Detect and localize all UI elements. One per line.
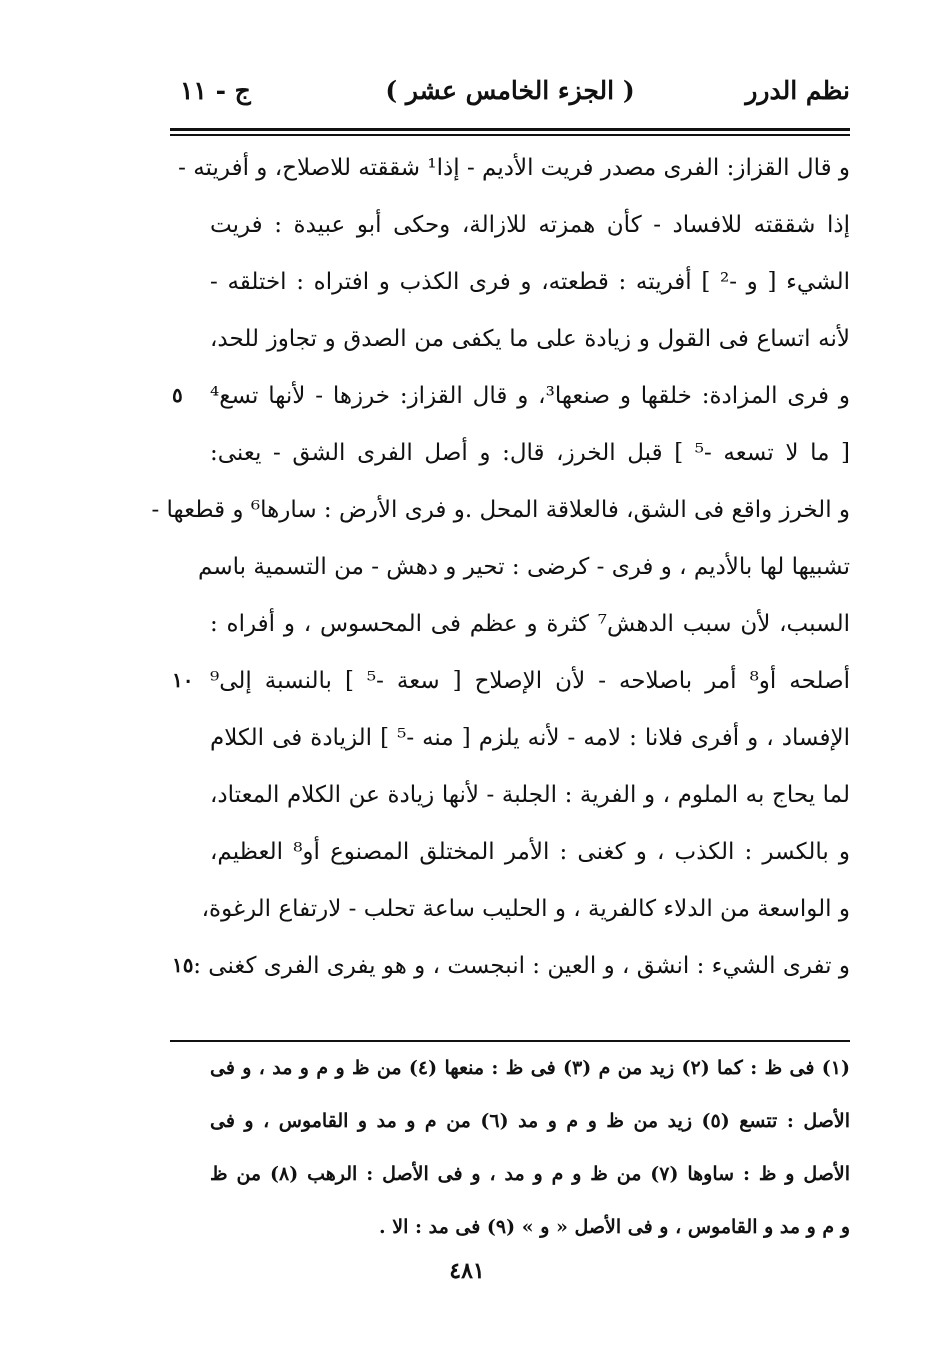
text-line-2: إذا شققته للافساد - كأن همزته للازالة، وحكى أبو عبيدة : فريت: [210, 212, 850, 238]
text-line-8: تشبيها لها بالأديم ، و فرى - كرضى : تحير و دهش - من التسمية باسم: [198, 554, 850, 580]
text-line-7: و الخرز واقع فى الشق، فالعلاقة المحل .و فرى الأرض : سارها⁶ و قطعها -: [151, 497, 850, 523]
text-line-6: [ ما لا تسعه -⁵ ] قبل الخرز، قال: و أصل الفرى الشق - يعنى:: [210, 440, 851, 466]
text-line-4: لأنه اتساع فى القول و زيادة على ما يكفى من الصدق و تجاوز للحد،: [210, 326, 850, 352]
part-title: ( الجزء الخامس عشر ): [385, 76, 635, 105]
line-number-10: ١٠: [172, 668, 194, 692]
text-line-12: لما يحاج به الملوم ، و الفرية : الجلبة - لأنها زيادة عن الكلام المعتاد،: [210, 782, 850, 808]
footnote-line-2: الأصل : تتسع (٥) زيد من ظ و م و مد (٦) من م و مد و القاموس ، و فى: [210, 1110, 851, 1132]
text-line-9: السبب، لأن سبب الدهش⁷ كثرة و عظم فى المحسوس ، و أفراه :: [210, 611, 850, 637]
text-line-5: و فرى المزادة: خلقها و صنعها³، و قال القزاز: خرزها - لأنها تسع⁴: [210, 383, 851, 409]
text-line-1: و قال القزاز: الفرى مصدر فريت الأديم - إذا¹ شققته للاصلاح، و أفريته -: [178, 155, 850, 181]
text-line-13: و بالكسر : الكذب ، و كغنى : الأمر المختلق المصنوع أو⁸ العظيم،: [210, 839, 851, 865]
header-rule-thin: [170, 134, 850, 136]
line-number-15: ١٥: [172, 953, 194, 977]
footnote-line-4: و م و مد و القاموس ، و فى الأصل « و » (٩) فى مد : الا .: [379, 1216, 850, 1238]
line-number-5: ٥: [172, 383, 183, 407]
book-title: نظم الدرر: [745, 76, 850, 105]
text-line-14: و الواسعة من الدلاء كالفرية ، و الحليب ساعة تحلب - لارتفاع الرغوة،: [201, 896, 850, 922]
text-line-11: الإفساد ، و أفرى فلانا : لامه - لأنه يلزم [ منه -⁵ ] الزيادة فى الكلام: [210, 725, 850, 751]
footnote-line-3: الأصل و ظ : ساوها (٧) من ظ و م و مد ، و فى الأصل : الرهب (٨) من ظ: [210, 1163, 851, 1185]
text-line-15: و تفرى الشيء : انشق ، و العين : انبجست ، و هو يفرى الفرى كغنى :: [193, 953, 850, 979]
footnotes: [210, 1040, 850, 1252]
header-rule-thick: [170, 128, 850, 131]
footnote-line-1: (١) فى ظ : كما (٢) زيد من م (٣) فى ظ : منعها (٤) من ظ و م و مد ، و فى: [210, 1057, 850, 1079]
volume-number: ج - ١١: [180, 76, 251, 105]
text-line-10: أصلحه أو⁸ أمر باصلاحه - لأن الإصلاح [ سعة -⁵ ] بالنسبة إلى⁹: [210, 668, 851, 694]
page-number: ٤٨١: [449, 1258, 485, 1284]
text-line-3: الشيء [ و -² ] أفريته : قطعته، و فرى الكذب و افتراه : اختلقه -: [210, 269, 850, 295]
running-header: [170, 70, 850, 120]
